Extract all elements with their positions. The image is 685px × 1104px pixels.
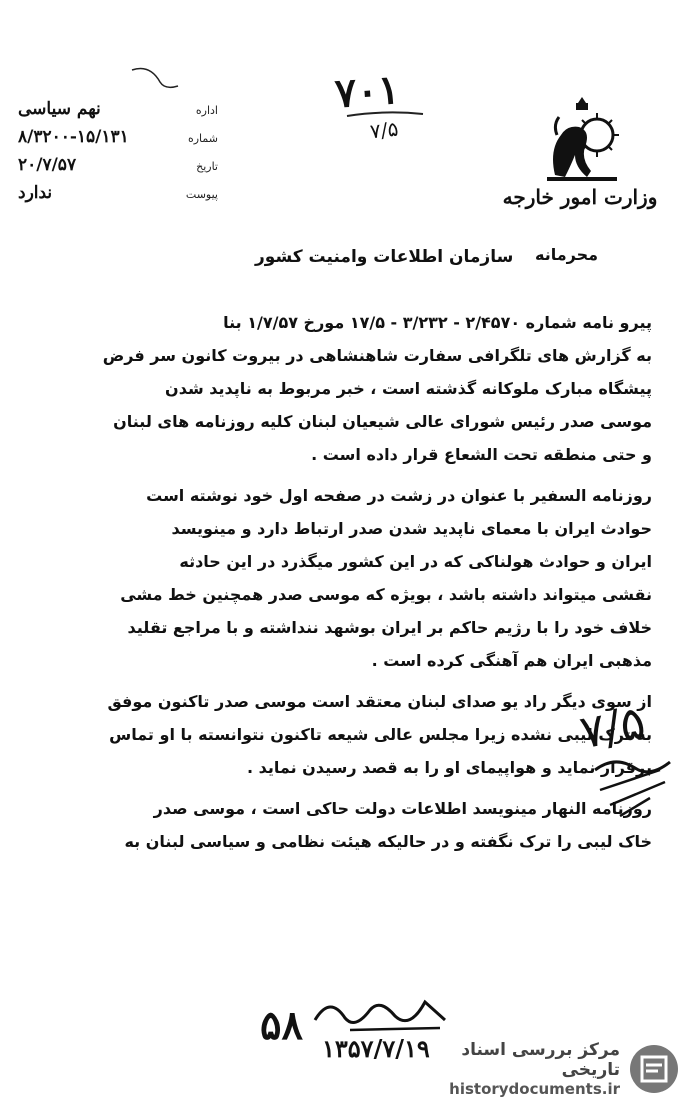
signature-mark: ۵۸ [260, 1002, 303, 1049]
field-value: ۸/۳۲۰۰-۱۵/۱۳۱ [18, 127, 129, 147]
handwritten-scrawl-icon [590, 750, 675, 820]
classification-label: محرمانه [535, 245, 599, 264]
watermark-title: مرکز بررسی اسناد تاریخی [461, 1040, 620, 1080]
body-line: حوادث ایران با معمای ناپدید شدن صدر ارتباط دارد و مینویسد [171, 519, 652, 538]
body-line: مذهبی ایران هم آهنگی کرده است . [371, 651, 652, 670]
header-field-number [18, 123, 218, 151]
addressee-line: سازمان اطلاعات وامنیت کشور [255, 247, 514, 267]
field-value: ندارد [18, 183, 53, 203]
signature-date: ۱۳۵۷/۷/۱۹ [322, 1034, 430, 1063]
field-label: اداره [195, 104, 218, 117]
handwritten-ref-number: ۷۰۱ [333, 65, 402, 118]
body-line: پیشگاه مبارک ملوکانه گذشته است ، خبر مربوط به ناپدید شدن [165, 379, 652, 398]
header-field-attachment [18, 179, 218, 207]
body-line: روزنامه السفیر با عنوان در زشت در صفحه اول خود نوشته است [146, 486, 652, 505]
archive-watermark [405, 1040, 680, 1098]
body-line: از سوی دیگر راد یو صدای لبنان معتقد است موسی صدر تاکنون موفق [107, 692, 652, 711]
underline-stroke-icon [345, 108, 425, 122]
field-value: نهم سیاسی [18, 99, 101, 119]
header-field-date [18, 151, 218, 179]
archive-logo-icon [628, 1043, 680, 1095]
header-field-office [18, 95, 218, 123]
field-label: تاریخ [196, 160, 218, 173]
body-line: خلاف خود را با رژیم حاکم بر ایران بوشهد ننداشته و با مراجع تقلید [127, 618, 652, 637]
body-line: برقرار نماید و هواپیمای او را به قصد رسیدن نماید . [246, 758, 652, 777]
body-line: نقشی میتواند داشته باشد ، بویژه که موسی صدر همچنین خط مشی [120, 585, 652, 604]
document-header-fields [18, 95, 218, 207]
body-line: موسی صدر رئیس شورای عالی شیعیان لبنان کلیه روزنامه های لبنان [113, 412, 652, 431]
body-line: به گزارش های تلگرافی سفارت شاهنشاهی در بیروت کانون سر فرض [102, 346, 652, 365]
handwritten-margin-note: ۷/۵ [575, 694, 650, 760]
field-label: پیوست [185, 188, 218, 201]
field-value: ۲۰/۷/۵۷ [18, 155, 77, 175]
handwritten-ref-sub: ۷/۵ [368, 116, 400, 144]
watermark-url: historydocuments.ir [449, 1080, 620, 1098]
ink-mark-icon [130, 62, 180, 92]
ministry-title: وزارت امور خارجه [502, 185, 658, 209]
letter-body [40, 306, 652, 858]
body-line: و حتی منطقه تحت الشعاع قرار داده است . [311, 445, 652, 464]
body-line: پیرو نامه شماره ۲/۴۵۷۰ - ۳/۲۳۲ - ۱۷/۵ مورخ ۱/۷/۵۷ بنا [223, 313, 652, 332]
body-line: روزنامه النهار مینویسد اطلاعات دولت حاکی است ، موسی صدر [153, 799, 652, 818]
body-line: به ترک لیبی نشده زیرا مجلس عالی شیعه تاکنون نتوانسته با او تماس [109, 725, 652, 744]
lion-and-sun-emblem-icon [545, 95, 620, 183]
field-label: شماره [187, 132, 218, 145]
body-line: خاک لیبی را ترک نگفته و در حالیکه هیئت نظامی و سیاسی لبنان به [124, 832, 652, 851]
body-line: ایران و حوادث هولناکی که در این کشور میگذرد در این حادثه [179, 552, 652, 571]
